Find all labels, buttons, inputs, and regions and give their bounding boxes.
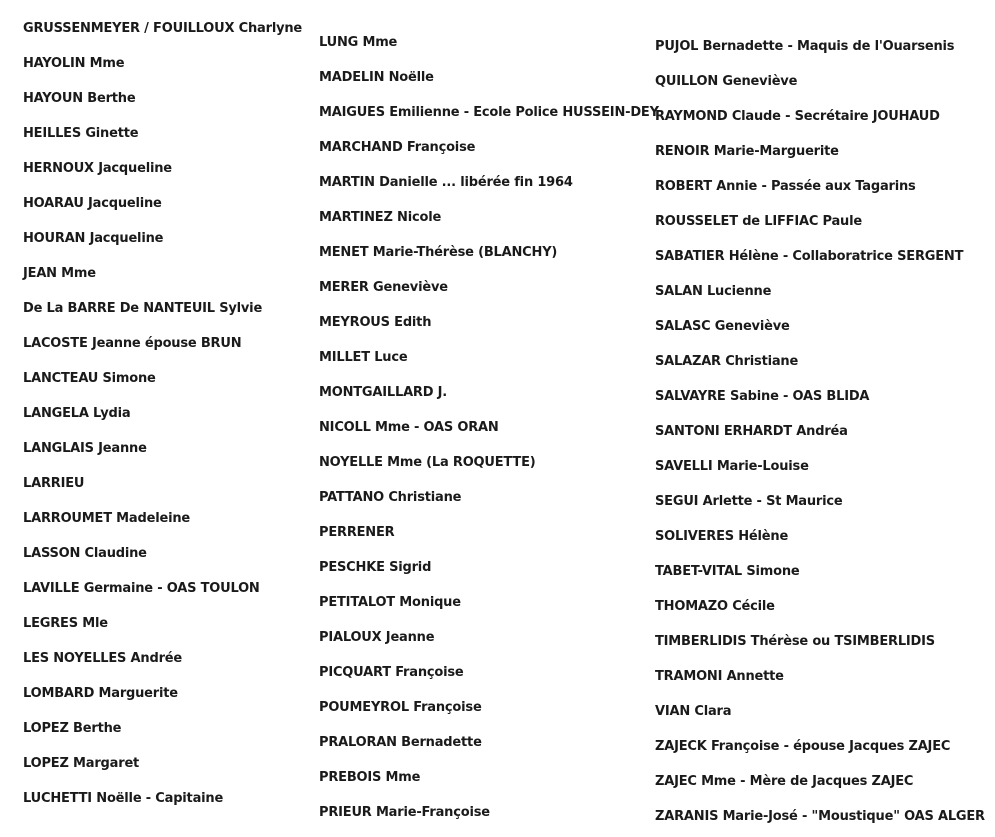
list-item: LAVILLE Germaine - OAS TOULON [23,581,260,596]
list-item: MENET Marie-Thérèse (BLANCHY) [319,245,558,260]
list-item: MONTGAILLARD J. [319,385,448,400]
list-item: LOPEZ Margaret [23,756,140,771]
list-item: MADELIN Noëlle [319,70,434,85]
list-item: NOYELLE Mme (La ROQUETTE) [319,455,536,470]
list-item: LOPEZ Berthe [23,721,122,736]
list-item: HERNOUX Jacqueline [23,161,172,176]
list-item: HAYOUN Berthe [23,91,136,106]
list-item: TIMBERLIDIS Thérèse ou TSIMBERLIDIS [655,634,935,649]
list-item: NICOLL Mme - OAS ORAN [319,420,499,435]
list-item: MARCHAND Françoise [319,140,476,155]
list-item: SALAZAR Christiane [655,354,799,369]
list-item: LACOSTE Jeanne épouse BRUN [23,336,242,351]
list-item: SAVELLI Marie-Louise [655,459,809,474]
list-item: JEAN Mme [23,266,96,281]
list-item: TABET-VITAL Simone [655,564,800,579]
list-item: LANGLAIS Jeanne [23,441,147,456]
list-item: PESCHKE Sigrid [319,560,432,575]
list-item: ZARANIS Marie-José - "Moustique" OAS ALGER [655,809,985,824]
list-item: RAYMOND Claude - Secrétaire JOUHAUD [655,109,940,124]
list-item: HOURAN Jacqueline [23,231,164,246]
list-item: ROBERT Annie - Passée aux Tagarins [655,179,916,194]
list-item: HOARAU Jacqueline [23,196,162,211]
list-item: THOMAZO Cécile [655,599,775,614]
list-item: LEGRES Mle [23,616,108,631]
list-item: GRUSSENMEYER / FOUILLOUX Charlyne [23,21,303,36]
list-item: SEGUI Arlette - St Maurice [655,494,843,509]
list-item: HAYOLIN Mme [23,56,125,71]
list-item: TRAMONI Annette [655,669,784,684]
list-item: PATTANO Christiane [319,490,462,505]
list-item: MERER Geneviève [319,280,448,295]
list-item: HEILLES Ginette [23,126,139,141]
list-item: RENOIR Marie-Marguerite [655,144,839,159]
list-item: LUNG Mme [319,35,398,50]
list-item: MARTIN Danielle ... libérée fin 1964 [319,175,573,190]
list-item: SANTONI ERHARDT Andréa [655,424,848,439]
list-item: LANCTEAU Simone [23,371,156,386]
list-item: MARTINEZ Nicole [319,210,442,225]
list-item: MILLET Luce [319,350,408,365]
list-item: PIALOUX Jeanne [319,630,435,645]
list-item: LUCHETTI Noëlle - Capitaine [23,791,224,806]
list-item: MEYROUS Edith [319,315,432,330]
list-item: SALAN Lucienne [655,284,772,299]
list-item: SABATIER Hélène - Collaboratrice SERGENT [655,249,964,264]
list-item: MAIGUES Emilienne - Ecole Police HUSSEIN-DEY [319,105,659,120]
list-item: SALVAYRE Sabine - OAS BLIDA [655,389,870,404]
list-item: De La BARRE De NANTEUIL Sylvie [23,301,263,316]
list-item: LARROUMET Madeleine [23,511,191,526]
list-item: ZAJEC Mme - Mère de Jacques ZAJEC [655,774,914,789]
list-item: PETITALOT Monique [319,595,461,610]
list-item: VIAN Clara [655,704,732,719]
list-item: SOLIVERES Hélène [655,529,789,544]
list-item: PUJOL Bernadette - Maquis de l'Ouarsenis [655,39,955,54]
list-item: ROUSSELET de LIFFIAC Paule [655,214,862,229]
list-item: LOMBARD Marguerite [23,686,178,701]
list-item: QUILLON Geneviève [655,74,798,89]
list-item: LASSON Claudine [23,546,147,561]
list-item: LANGELA Lydia [23,406,131,421]
list-item: LES NOYELLES Andrée [23,651,183,666]
list-item: PRIEUR Marie-Françoise [319,805,490,820]
list-item: POUMEYROL Françoise [319,700,482,715]
list-item: ZAJECK Françoise - épouse Jacques ZAJEC [655,739,951,754]
list-item: SALASC Geneviève [655,319,790,334]
list-item: PRALORAN Bernadette [319,735,482,750]
list-item: LARRIEU [23,476,85,491]
list-item: PERRENER [319,525,395,540]
list-item: PREBOIS Mme [319,770,421,785]
list-item: PICQUART Françoise [319,665,464,680]
